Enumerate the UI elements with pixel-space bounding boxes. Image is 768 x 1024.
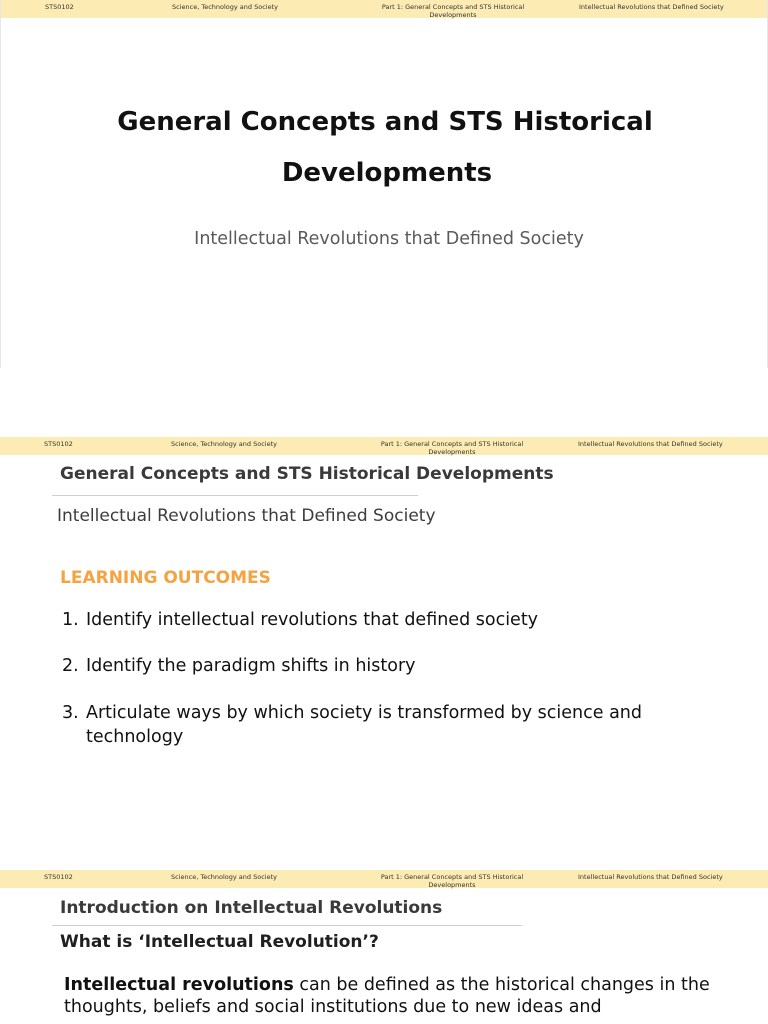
learning-outcomes-slide xyxy=(0,437,768,800)
question-heading: What is ‘Intellectual Revolution’? xyxy=(60,932,379,952)
course-name: Science, Technology and Society xyxy=(171,873,277,881)
course-code: STS0102 xyxy=(44,873,73,881)
body-text: can be defined as the historical changes in the thoughts, beliefs and social institutions due to new ideas and xyxy=(64,975,710,1017)
slide-title-line1: General Concepts and STS Historical xyxy=(117,107,653,137)
section-subheading: Intellectual Revolutions that Defined Society xyxy=(57,506,436,526)
part-label: Part 1: General Concepts and STS Historical Developments xyxy=(380,873,524,889)
body-bold-term: Intellectual revolutions xyxy=(64,975,294,995)
title-slide xyxy=(0,0,768,368)
section-heading: General Concepts and STS Historical Developments xyxy=(60,464,554,484)
list-text: Identify intellectual revolutions that defined society xyxy=(86,610,539,630)
list-text: Identify the paradigm shifts in history xyxy=(86,656,416,676)
intro-slide xyxy=(0,870,768,1024)
course-name: Science, Technology and Society xyxy=(171,440,277,448)
course-name: Science, Technology and Society xyxy=(172,3,278,11)
slide-header-bar xyxy=(0,870,768,888)
topic-label: Intellectual Revolutions that Defined Society xyxy=(578,873,723,881)
body-paragraph xyxy=(64,974,744,1018)
part-label: Part 1: General Concepts and STS Historical Developments xyxy=(380,440,524,456)
topic-label: Intellectual Revolutions that Defined Society xyxy=(578,440,723,448)
slide-subtitle: Intellectual Revolutions that Defined Society xyxy=(194,229,584,249)
section-heading: Introduction on Intellectual Revolutions xyxy=(60,898,443,918)
list-number: 1. xyxy=(62,610,79,630)
course-code: STS0102 xyxy=(45,3,74,11)
list-number: 3. xyxy=(62,703,79,723)
learning-outcomes-title: LEARNING OUTCOMES xyxy=(60,568,271,588)
course-code: STS0102 xyxy=(44,440,73,448)
part-label: Part 1: General Concepts and STS Historical Developments xyxy=(381,3,525,19)
slide-header-bar xyxy=(1,0,768,18)
slide-title-line2: Developments xyxy=(281,158,493,188)
heading-divider xyxy=(52,495,418,496)
topic-label: Intellectual Revolutions that Defined Society xyxy=(579,3,724,11)
slide-header-bar xyxy=(0,437,768,455)
list-text: Articulate ways by which society is transformed by science and technology xyxy=(86,703,643,747)
list-number: 2. xyxy=(62,656,79,676)
heading-divider xyxy=(52,925,522,926)
